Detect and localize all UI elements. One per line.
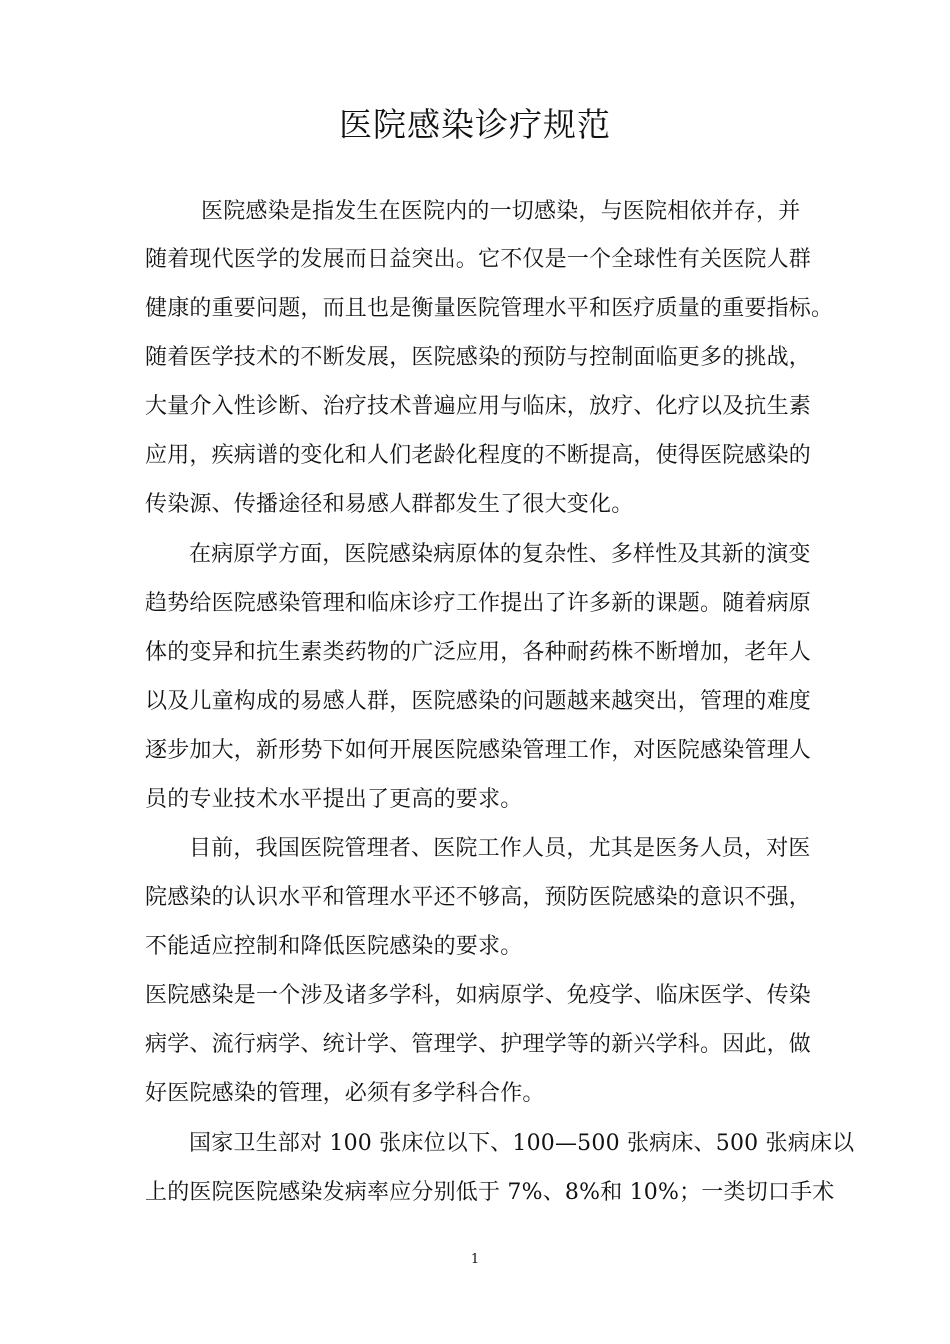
text-line: 医院感染是一个涉及诸多学科，如病原学、免疫学、临床医学、传染 bbox=[145, 983, 812, 1008]
text-line: 目前，我国医院管理者、医院工作人员，尤其是医务人员，对医 bbox=[189, 836, 811, 861]
text-line: 不能适应控制和降低医院感染的要求。 bbox=[145, 934, 523, 959]
document-title: 医院感染诊疗规范 bbox=[339, 105, 611, 144]
text-line: 好医院感染的管理，必须有多学科合作。 bbox=[145, 1081, 545, 1106]
text-line: 逐步加大，新形势下如何开展医院感染管理工作，对医院感染管理人 bbox=[145, 738, 812, 763]
text-line: 趋势给医院感染管理和临床诊疗工作提出了许多新的课题。随着病原 bbox=[145, 591, 812, 616]
text-line: 健康的重要问题，而且也是衡量医院管理水平和医疗质量的重要指标。 bbox=[145, 296, 834, 321]
text-line: 医院感染是指发生在医院内的一切感染，与医院相依并存，并 bbox=[201, 199, 801, 224]
text-line: 上的医院医院感染发病率应分别低于 7%、8%和 10%；一类切口手术 bbox=[145, 1180, 835, 1205]
text-line: 体的变异和抗生素类药物的广泛应用，各种耐药株不断增加，老年人 bbox=[145, 640, 812, 665]
text-line: 在病原学方面，医院感染病原体的复杂性、多样性及其新的演变 bbox=[189, 542, 811, 567]
text-line: 应用，疾病谱的变化和人们老龄化程度的不断提高，使得医院感染的 bbox=[145, 443, 812, 468]
text-line: 随着医学技术的不断发展，医院感染的预防与控制面临更多的挑战， bbox=[145, 345, 812, 370]
text-line: 传染源、传播途径和易感人群都发生了很大变化。 bbox=[145, 492, 634, 517]
text-line: 国家卫生部对 100 张床位以下、100—500 张病床、500 张病床以 bbox=[189, 1131, 855, 1156]
text-line: 以及儿童构成的易感人群，医院感染的问题越来越突出，管理的难度 bbox=[145, 689, 812, 714]
page-number: 1 bbox=[470, 1252, 480, 1267]
text-line: 病学、流行病学、统计学、管理学、护理学等的新兴学科。因此，做 bbox=[145, 1032, 812, 1057]
text-line: 随着现代医学的发展而日益突出。它不仅是一个全球性有关医院人群 bbox=[145, 247, 812, 272]
text-line: 大量介入性诊断、治疗技术普遍应用与临床，放疗、化疗以及抗生素 bbox=[145, 394, 812, 419]
text-line: 员的专业技术水平提出了更高的要求。 bbox=[145, 787, 523, 812]
text-line: 院感染的认识水平和管理水平还不够高，预防医院感染的意识不强， bbox=[145, 885, 812, 910]
